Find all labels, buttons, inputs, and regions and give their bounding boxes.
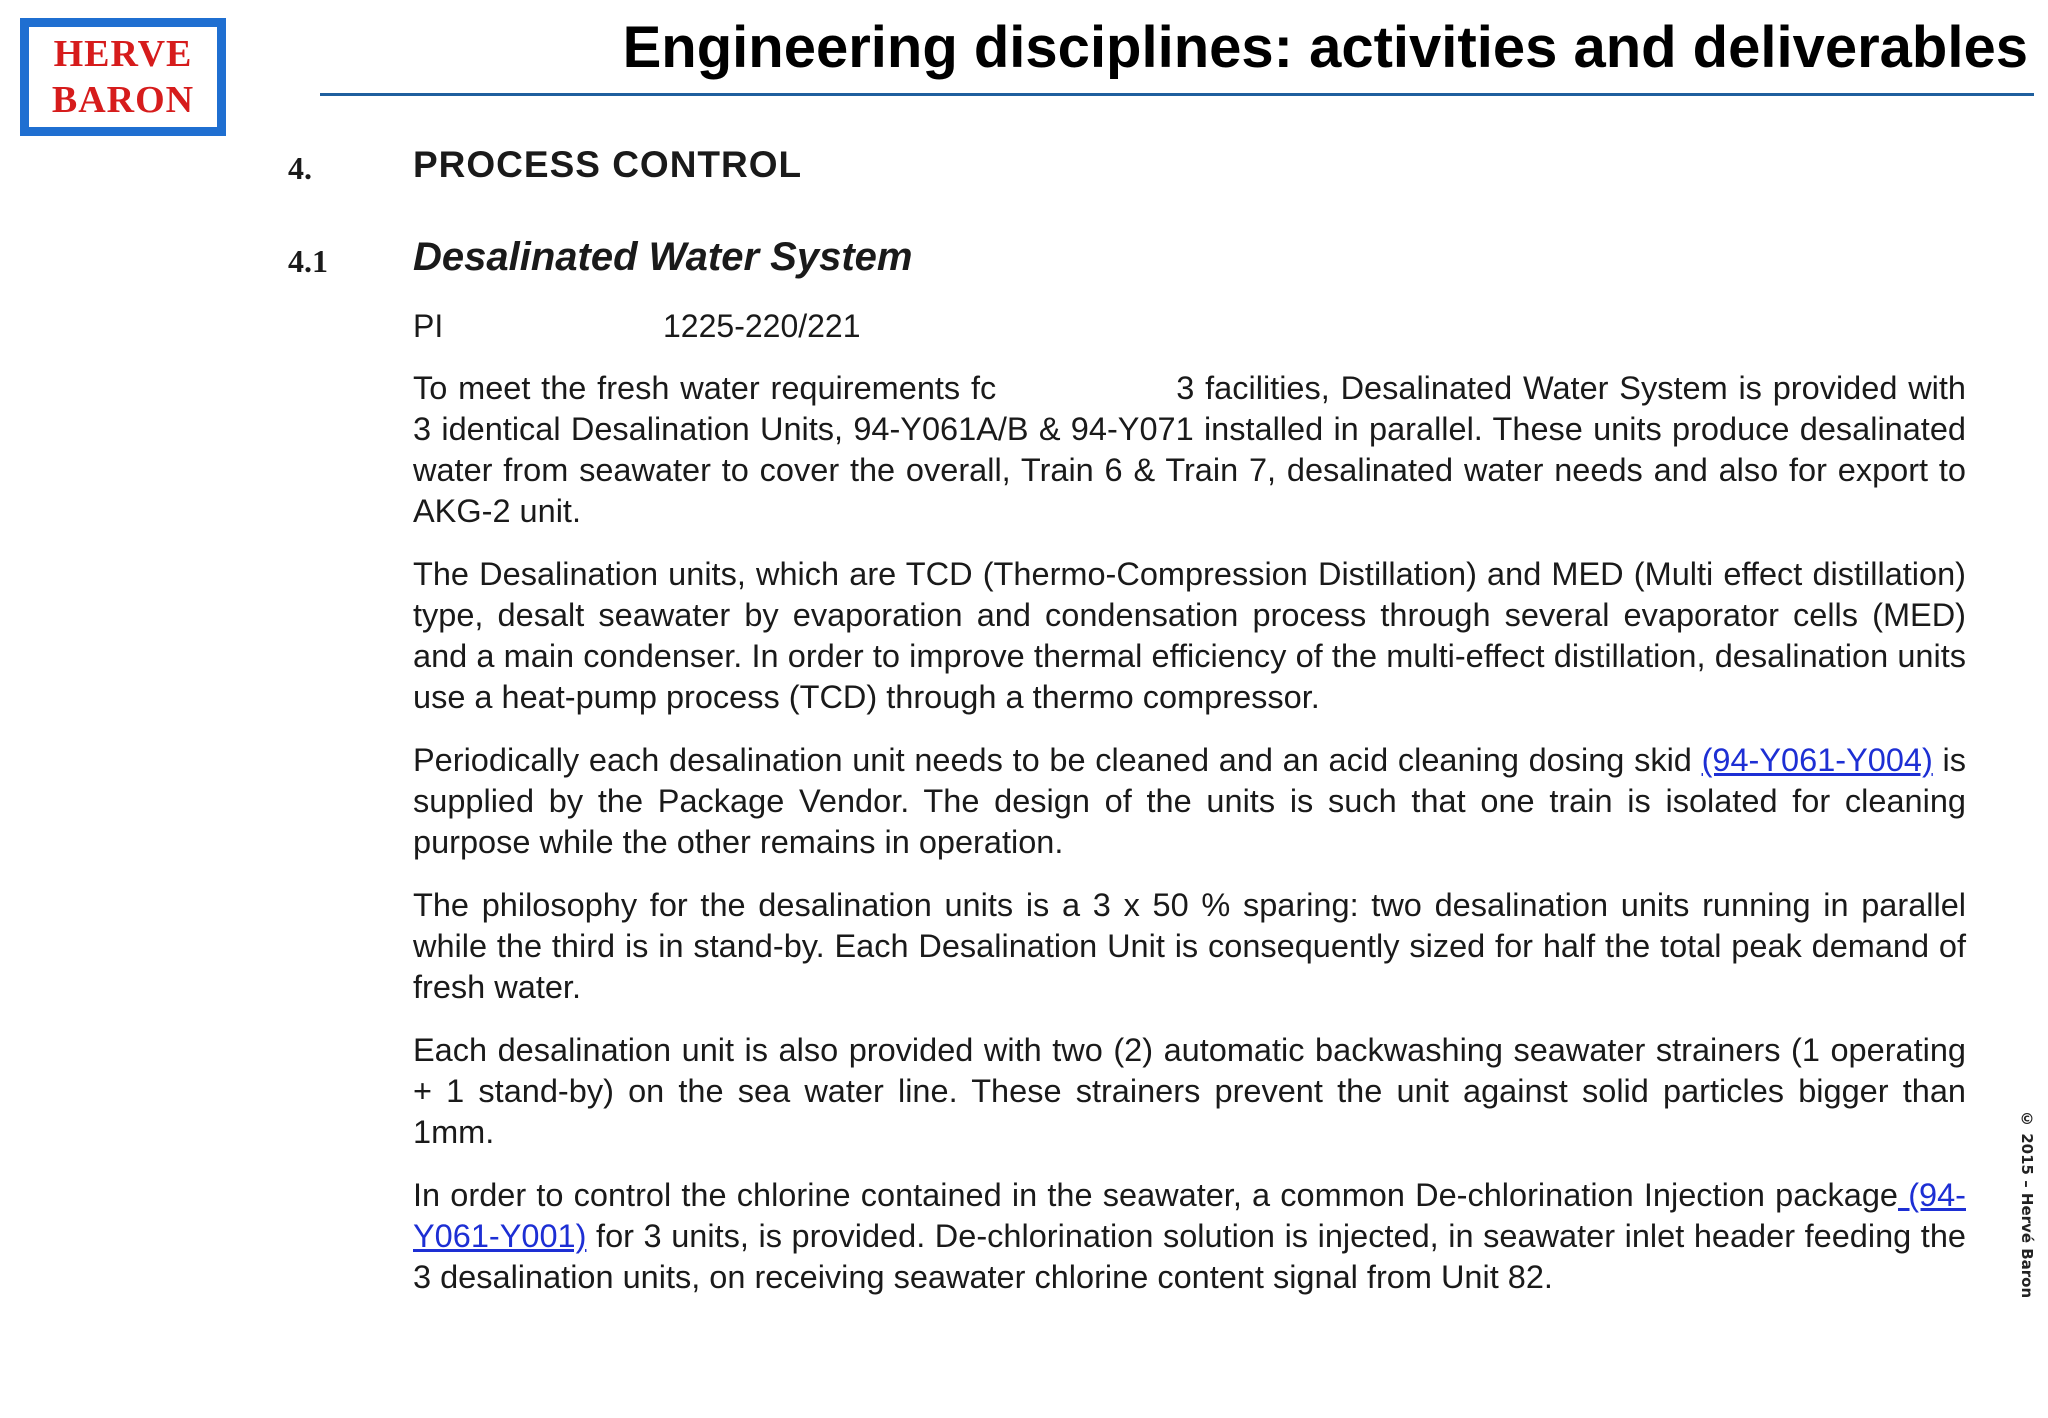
pi-value: 1225-220/221 bbox=[663, 308, 861, 344]
copyright-notice: © 2015 – Hervé Baron bbox=[2018, 1110, 2036, 1299]
paragraph-6-after: for 3 units, is provided. De-chlorination solution is injected, in seawater inlet header feeding the 3 desalination units, on receiving seawater chlorine content signal from Unit 82. bbox=[413, 1218, 1966, 1295]
title-underline bbox=[320, 93, 2034, 96]
logo-line-2: BARON bbox=[51, 79, 195, 121]
paragraph-4: The philosophy for the desalination units is a 3 x 50 % sparing: two desalination units running in parallel while the third is in stand-by. Each Desalination Unit is consequently sized for half the total peak demand of fresh water. bbox=[413, 887, 1966, 1005]
section-title: PROCESS CONTROL bbox=[413, 144, 803, 185]
subsection-number: 4.1 bbox=[288, 243, 328, 279]
logo-line-1: HERVE bbox=[53, 33, 193, 75]
pi-label: PI bbox=[413, 308, 444, 344]
acid-cleaning-skid-link[interactable]: (94-Y061-Y004) bbox=[1701, 742, 1933, 778]
paragraph-6-before: In order to control the chlorine contained in the seawater, a common De-chlorination Injection package bbox=[413, 1177, 1898, 1213]
paragraph-6 bbox=[413, 1175, 1966, 1298]
paragraph-1 bbox=[413, 368, 1966, 532]
subsection-title: Desalinated Water System bbox=[413, 235, 913, 279]
paragraph-1-after: 3 facilities, Desalinated Water System is provided with 3 identical Desalination Units, 94-Y061A/B & 94-Y071 installed in parallel. These units produce desalinated water from seawater to cover the overall, Train 6 & Train 7, desalinated water needs and also for export to AKG-2 unit. bbox=[413, 370, 1966, 529]
section-number: 4. bbox=[288, 150, 312, 186]
document-body bbox=[413, 368, 1966, 1320]
slide-title: Engineering disciplines: activities and deliverables bbox=[622, 15, 2028, 80]
paragraph-3-after: is supplied by the Package Vendor. The design of the units is such that one train is isolated for cleaning purpose while the other remains in operation. bbox=[413, 742, 1966, 860]
dechlorination-package-link[interactable]: (94-Y061-Y001) bbox=[413, 1177, 1966, 1254]
paragraph-1-before: To meet the fresh water requirements fc bbox=[413, 370, 997, 406]
paragraph-5: Each desalination unit is also provided with two (2) automatic backwashing seawater strainers (1 operating + 1 stand-by) on the sea water line. These strainers prevent the unit against solid particles bigger than 1mm. bbox=[413, 1032, 1966, 1150]
paragraph-2: The Desalination units, which are TCD (Thermo-Compression Distillation) and MED (Multi effect distillation) type, desalt seawater by evaporation and condensation process through several evaporator cells (MED) and a main condenser. In order to improve thermal efficiency of the multi-effect distillation, desalination units use a heat-pump process (TCD) through a thermo compressor. bbox=[413, 556, 1966, 715]
paragraph-3-before: Periodically each desalination unit needs to be cleaned and an acid cleaning dosing skid bbox=[413, 742, 1702, 778]
herve-baron-logo bbox=[20, 18, 226, 136]
paragraph-3 bbox=[413, 740, 1966, 863]
pi-reference-row bbox=[413, 308, 861, 345]
